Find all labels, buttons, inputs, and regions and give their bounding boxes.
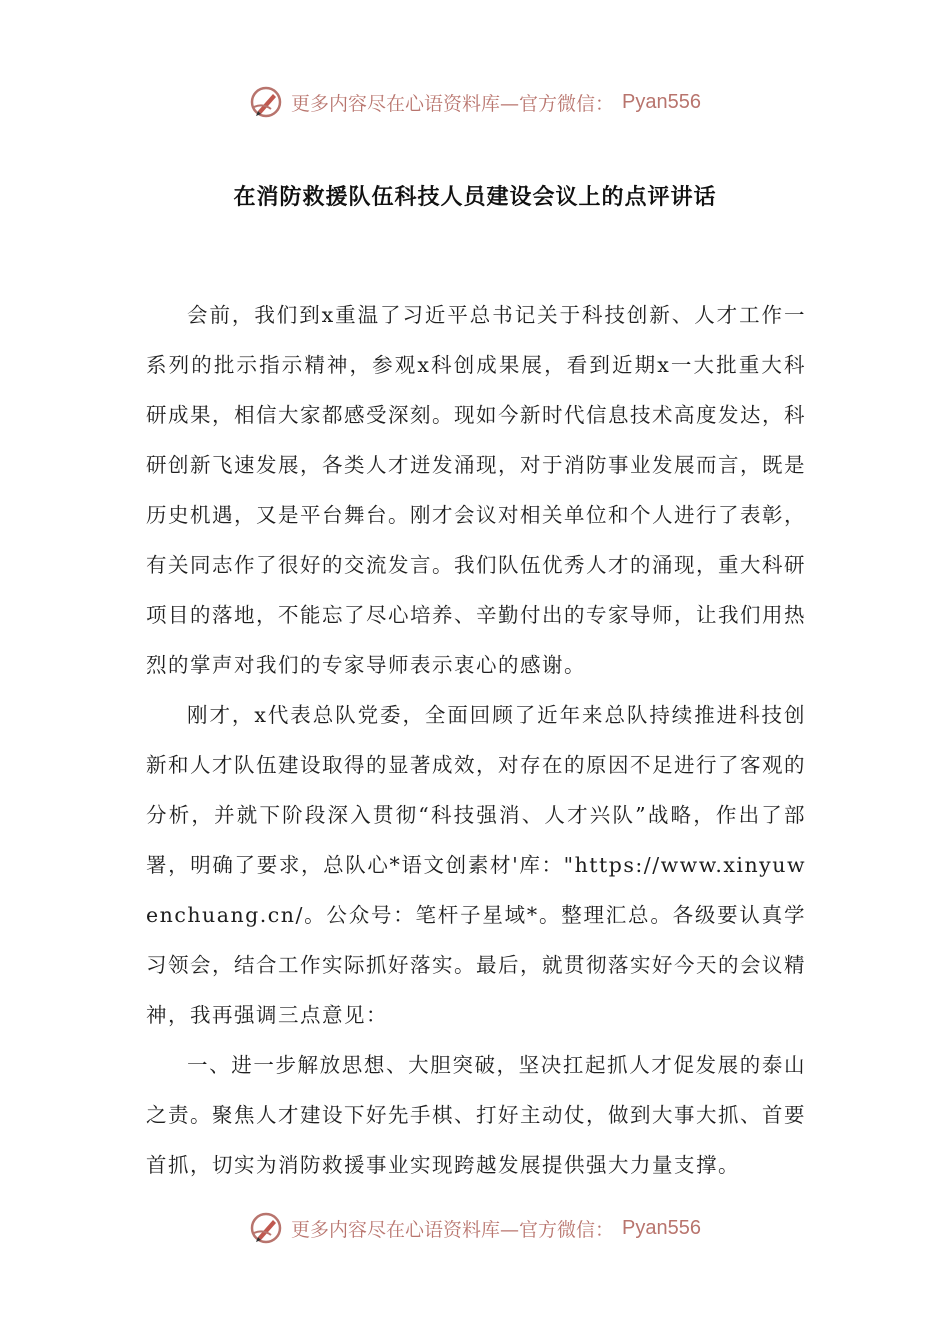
paragraph: 刚才，x代表总队党委，全面回顾了近年来总队持续推进科技创新和人才队伍建设取得的显著成效，对存在的原因不足进行了客观的分析，并就下阶段深入贯彻“科技强消、人才兴队”战略，作出了部署，明确了要求，总队心*语文创素材'库："https://www.xinyuwenchuang.cn/。公众号：笔杆子星域*。整理汇总。各级要认真学习领会，结合工作实际抓好落实。最后，就贯彻落实好今天的会议精神，我再强调三点意见： — [146, 703, 806, 1027]
paragraph: 会前，我们到x重温了习近平总书记关于科技创新、人才工作一系列的批示指示精神，参观x科创成果展，看到近期x一大批重大科研成果，相信大家都感受深刻。现如今新时代信息技术高度发达，科研创新飞速发展，各类人才迸发涌现，对于消防事业发展而言，既是历史机遇，又是平台舞台。刚才会议对相关单位和个人进行了表彰，有关同志作了很好的交流发言。我们队伍优秀人才的涌现，重大科研项目的落地，不能忘了尽心培养、辛勤付出的专家导师，让我们用热烈的掌声对我们的专家导师表示衷心的感谢。 — [146, 303, 806, 677]
banner-text: 更多内容尽在心语资料库—官方微信： — [291, 1218, 615, 1241]
banner-text: 更多内容尽在心语资料库—官方微信： — [291, 92, 615, 115]
pen-logo-icon — [249, 1211, 283, 1245]
paragraph: 一、进一步解放思想、大胆突破，坚决扛起抓人才促发展的泰山之责。聚焦人才建设下好先手棋、打好主动仗，做到大事大抓、首要首抓，切实为消防救援事业实现跨越发展提供强大力量支撑。 — [146, 1053, 806, 1177]
document-body — [146, 290, 806, 1190]
document-title: 在消防救援队伍科技人员建设会议上的点评讲话 — [233, 185, 717, 210]
pen-logo-icon — [249, 85, 283, 119]
banner-wechat-id: Pyan556 — [622, 1216, 701, 1239]
header-banner — [0, 82, 950, 122]
footer-banner — [0, 1208, 950, 1248]
banner-wechat-id: Pyan556 — [622, 90, 701, 113]
